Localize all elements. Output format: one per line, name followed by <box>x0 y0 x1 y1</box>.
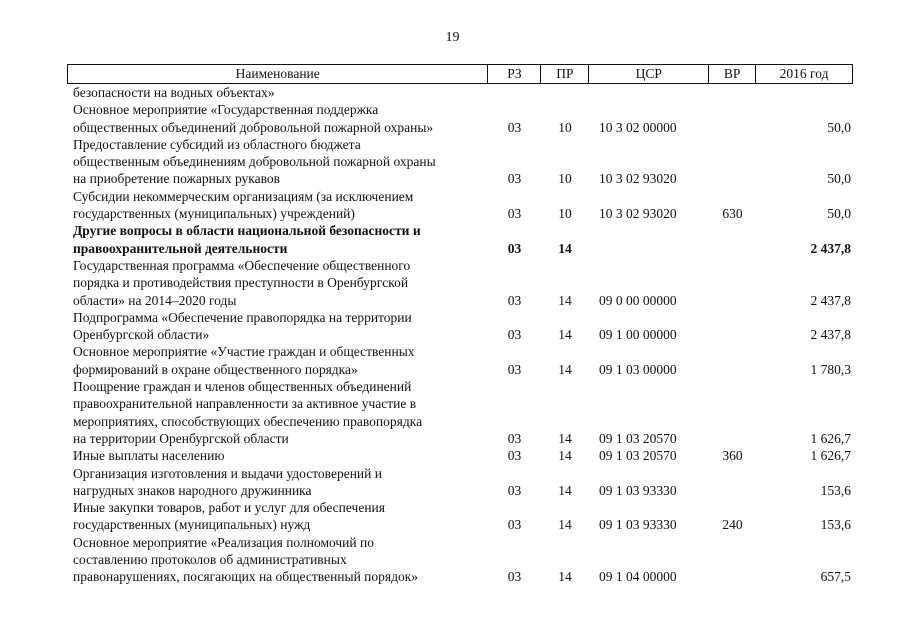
row-csr: 09 1 03 00000 <box>599 361 677 377</box>
row-rz: 03 <box>507 240 522 256</box>
row-rz: 03 <box>507 361 522 377</box>
row-amount: 50,0 <box>827 171 851 187</box>
header-name: Наименование <box>68 65 488 83</box>
row-name-line: Государственная программа «Обеспечение общественного <box>73 257 411 273</box>
row-rz: 03 <box>507 327 522 343</box>
row-name-line: составлению протоколов об административных <box>73 552 347 568</box>
table-body <box>67 84 853 586</box>
row-vr: 240 <box>722 517 743 533</box>
row-amount: 50,0 <box>827 119 851 135</box>
row-name-line: Организация изготовления и выдачи удостоверений и <box>73 465 382 481</box>
row-name <box>67 257 488 309</box>
row-name-line: государственных (муниципальных) учреждений) <box>73 206 355 222</box>
table-row <box>67 309 853 344</box>
row-name-line: формирований в охране общественного порядка» <box>73 361 358 377</box>
table-row <box>67 84 853 101</box>
row-pr: 14 <box>558 482 572 498</box>
header-year: 2016 год <box>756 65 853 83</box>
row-name <box>67 465 488 500</box>
row-amount: 153,6 <box>820 517 851 533</box>
row-amount: 1 780,3 <box>810 361 851 377</box>
row-pr: 10 <box>558 171 572 187</box>
header-csr: ЦСР <box>589 65 709 83</box>
row-name-line: на территории Оренбургской области <box>73 430 289 446</box>
row-amount: 50,0 <box>827 206 851 222</box>
table-row <box>67 343 853 378</box>
row-rz: 03 <box>507 206 522 222</box>
row-amount: 153,6 <box>820 482 851 498</box>
row-pr: 14 <box>558 327 572 343</box>
row-rz: 03 <box>507 292 522 308</box>
row-rz: 03 <box>507 569 522 585</box>
row-pr: 10 <box>558 119 572 135</box>
row-name <box>67 101 488 136</box>
row-name <box>67 84 488 101</box>
header-pr: ПР <box>541 65 589 83</box>
row-name-line: общественным объединениям добровольной пожарной охраны <box>73 154 436 170</box>
row-amount: 2 437,8 <box>810 292 851 308</box>
row-name-line: Основное мероприятие «Реализация полномочий по <box>73 534 374 550</box>
row-name-line: Иные закупки товаров, работ и услуг для обеспечения <box>73 500 385 516</box>
row-name-line: Основное мероприятие «Участие граждан и общественных <box>73 344 415 360</box>
row-vr: 630 <box>722 206 743 222</box>
table-row <box>67 101 853 136</box>
row-name-line: Поощрение граждан и членов общественных объединений <box>73 379 412 395</box>
row-csr: 10 3 02 00000 <box>599 119 677 135</box>
row-csr: 09 1 04 00000 <box>599 569 677 585</box>
row-csr: 09 1 03 93330 <box>599 517 677 533</box>
row-name-line: правоохранительной направленности за активное участие в <box>73 396 417 412</box>
row-name-line: Предоставление субсидий из областного бюджета <box>73 136 361 152</box>
table-header <box>67 64 853 84</box>
row-name <box>67 188 488 223</box>
row-csr: 09 0 00 00000 <box>599 292 677 308</box>
row-rz: 03 <box>507 482 522 498</box>
row-csr: 10 3 02 93020 <box>599 206 677 222</box>
row-pr: 14 <box>558 448 572 464</box>
row-amount: 2 437,8 <box>810 327 851 343</box>
row-rz: 03 <box>507 517 522 533</box>
row-pr: 10 <box>558 206 572 222</box>
row-amount: 2 437,8 <box>810 240 851 256</box>
row-name <box>67 136 488 188</box>
row-name-line: порядка и противодействия преступности в Оренбургской <box>73 275 409 291</box>
row-name-line: Подпрограмма «Обеспечение правопорядка на территории <box>73 309 412 325</box>
row-name-line: Субсидии некоммерческим организациям (за исключением <box>73 188 414 204</box>
row-pr: 14 <box>558 292 572 308</box>
row-csr: 09 1 03 20570 <box>599 448 677 464</box>
row-rz: 03 <box>507 171 522 187</box>
row-name <box>67 309 488 344</box>
row-amount: 1 626,7 <box>810 430 851 446</box>
row-name-line: общественных объединений добровольной пожарной охраны» <box>73 119 434 135</box>
row-rz: 03 <box>507 430 522 446</box>
page-number: 19 <box>445 30 460 45</box>
row-name-line: Другие вопросы в области национальной безопасности и <box>73 223 421 239</box>
row-rz: 03 <box>507 448 522 464</box>
row-amount: 657,5 <box>820 569 851 585</box>
row-pr: 14 <box>558 240 572 256</box>
header-rz: РЗ <box>488 65 541 83</box>
table-row <box>67 534 853 586</box>
row-rz: 03 <box>507 119 522 135</box>
row-name-line: Основное мероприятие «Государственная поддержка <box>73 102 379 118</box>
row-csr: 09 1 03 93330 <box>599 482 677 498</box>
table-row <box>67 378 853 447</box>
table-row <box>67 465 853 500</box>
table-row <box>67 447 853 464</box>
row-name <box>67 378 488 447</box>
row-name <box>67 499 488 534</box>
row-name <box>67 447 488 464</box>
row-name-line: правоохранительной деятельности <box>73 240 288 256</box>
row-pr: 14 <box>558 361 572 377</box>
row-pr: 14 <box>558 517 572 533</box>
table-row <box>67 136 853 188</box>
table-row <box>67 499 853 534</box>
row-name <box>67 222 488 257</box>
row-csr: 10 3 02 93020 <box>599 171 677 187</box>
table-row <box>67 188 853 223</box>
row-name-line: безопасности на водных объектах» <box>73 85 275 100</box>
row-name <box>67 534 488 586</box>
row-name-line: нагрудных знаков народного дружинника <box>73 482 312 498</box>
row-csr: 09 1 00 00000 <box>599 327 677 343</box>
row-name-line: области» на 2014–2020 годы <box>73 292 237 308</box>
row-amount: 1 626,7 <box>810 448 851 464</box>
row-csr: 09 1 03 20570 <box>599 430 677 446</box>
row-name-line: на приобретение пожарных рукавов <box>73 171 281 187</box>
table-row <box>67 222 853 257</box>
row-name-line: государственных (муниципальных) нужд <box>73 517 311 533</box>
row-name-line: мероприятиях, способствующих обеспечению правопорядка <box>73 413 423 429</box>
row-pr: 14 <box>558 569 572 585</box>
budget-table <box>67 64 853 586</box>
row-vr: 360 <box>722 448 743 464</box>
row-name <box>67 343 488 378</box>
table-row <box>67 257 853 309</box>
row-name-line: Оренбургской области» <box>73 327 210 343</box>
row-pr: 14 <box>558 430 572 446</box>
row-name-line: Иные выплаты населению <box>73 448 225 464</box>
row-name-line: правонарушениях, посягающих на общественный порядок» <box>73 569 419 585</box>
header-vr: ВР <box>709 65 756 83</box>
